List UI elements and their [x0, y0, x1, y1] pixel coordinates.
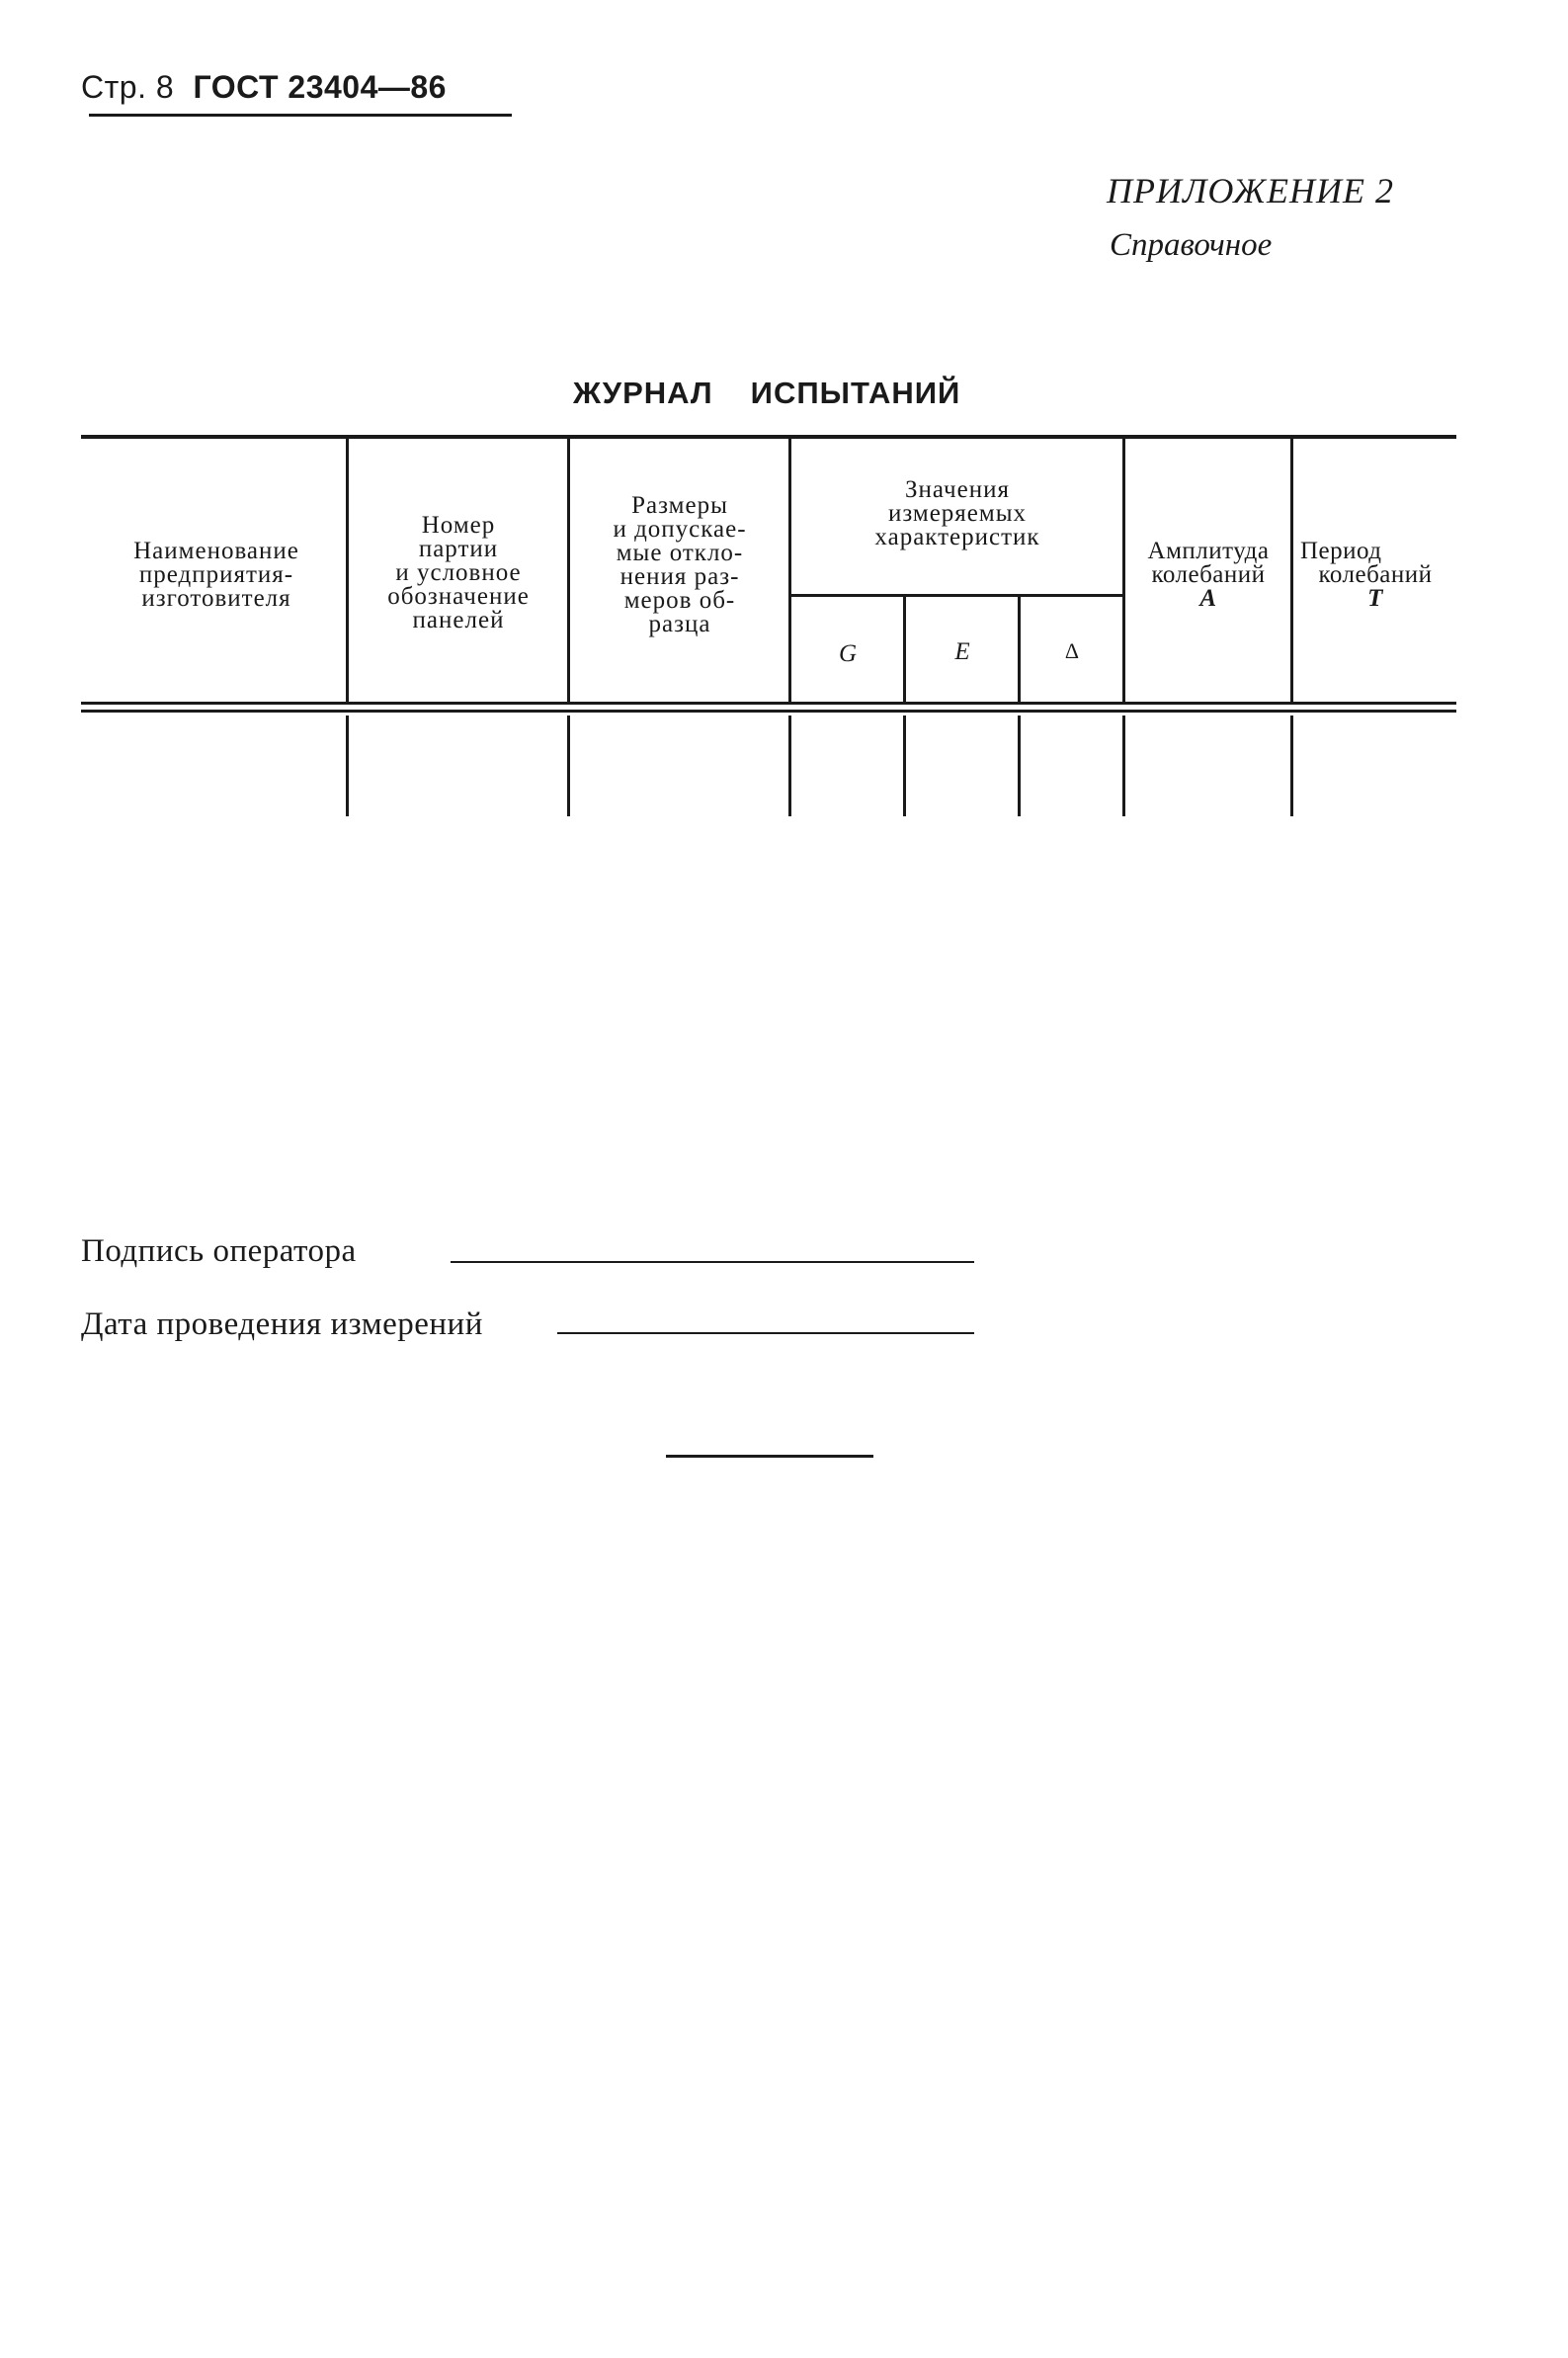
- body-divider-2: [567, 716, 570, 816]
- body-divider-1: [346, 716, 349, 816]
- end-rule: [666, 1455, 873, 1458]
- journal-title-word1: ЖУРНАЛ: [573, 376, 713, 410]
- col-header-measured: Значения измеряемых характеристик: [874, 476, 1040, 550]
- test-journal-table: [0, 0, 1568, 889]
- table-top-border: [81, 435, 1456, 439]
- measurement-date-line[interactable]: [557, 1332, 974, 1334]
- standard-number: ГОСТ 23404—86: [193, 69, 447, 105]
- col-divider-3: [788, 439, 791, 704]
- col-divider-1: [346, 439, 349, 704]
- header-bottom-line-1: [81, 702, 1456, 705]
- measured-group-divider: [790, 594, 1124, 597]
- operator-signature-row: [81, 1233, 357, 1270]
- operator-signature-line[interactable]: [451, 1261, 974, 1263]
- col-header-batch: Номер партии и условное обозначение панелей: [387, 512, 530, 633]
- date-row: [81, 1306, 483, 1343]
- col-divider-2: [567, 439, 570, 704]
- col-header-manufacturer: Наименование предприятия- изготовителя: [133, 538, 299, 612]
- col-divider-4: [1122, 439, 1125, 704]
- body-divider-g: [903, 716, 906, 816]
- body-divider-5: [1290, 716, 1293, 816]
- col-divider-e: [1018, 597, 1021, 704]
- body-divider-3: [788, 716, 791, 816]
- page-number: Стр. 8: [81, 69, 175, 105]
- header-bottom-line-2: [81, 710, 1456, 713]
- body-divider-4: [1122, 716, 1125, 816]
- sub-header-delta: Δ: [1064, 638, 1080, 663]
- col-header-amplitude: Амплитуда колебаний A: [1147, 538, 1270, 612]
- operator-signature-label: Подпись оператора: [81, 1233, 357, 1269]
- sub-header-e: E: [954, 638, 970, 665]
- appendix-title: ПРИЛОЖЕНИЕ 2: [1107, 171, 1394, 211]
- col-divider-g: [903, 597, 906, 704]
- body-divider-e: [1018, 716, 1021, 816]
- col-divider-5: [1290, 439, 1293, 704]
- appendix-subtitle: Справочное: [1110, 227, 1273, 263]
- col-header-period: Период колебаний T: [1300, 538, 1433, 612]
- journal-title-word2: ИСПЫТАНИЙ: [750, 376, 961, 410]
- measurement-date-label: Дата проведения измерений: [81, 1306, 483, 1342]
- col-header-dimensions: Размеры и допускае- мые откло- нения раз- меров об- разца: [613, 492, 747, 637]
- sub-header-g: G: [838, 640, 858, 667]
